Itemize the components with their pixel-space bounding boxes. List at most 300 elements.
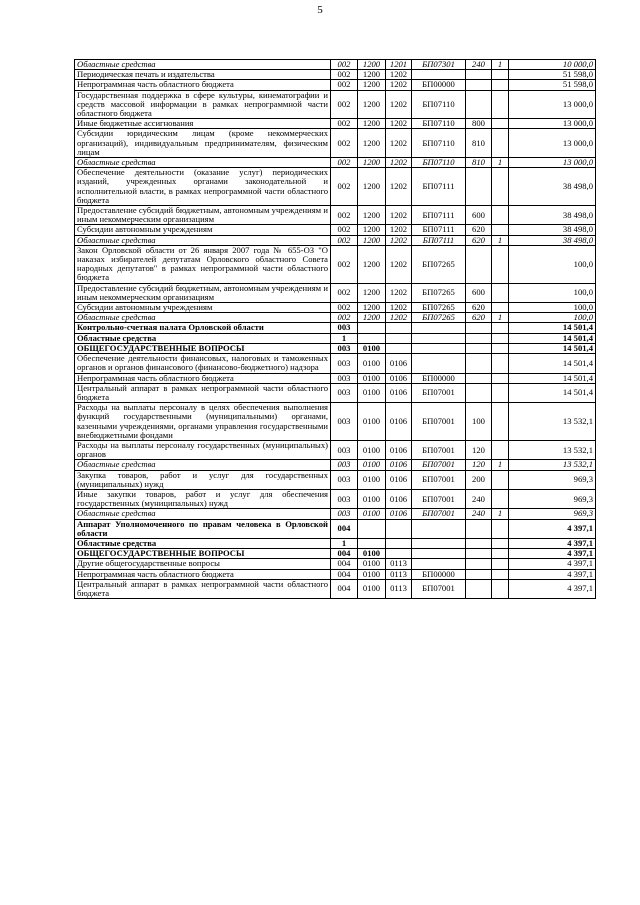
row-section-code: 1200: [358, 129, 386, 158]
row-target-article: [412, 538, 466, 548]
table-row: [75, 60, 596, 70]
row-source-code: [492, 70, 509, 80]
table-row: [75, 489, 596, 508]
row-subsection-code: 0106: [386, 383, 412, 402]
row-source-code: 1: [492, 460, 509, 470]
row-section-code: 1200: [358, 283, 386, 302]
row-target-article: БП07001: [412, 403, 466, 441]
row-expense-type: 120: [466, 440, 492, 459]
row-name: ОБЩЕГОСУДАРСТВЕННЫЕ ВОПРОСЫ: [75, 549, 331, 559]
row-ved-code: 003: [331, 489, 358, 508]
row-expense-type: 810: [466, 129, 492, 158]
table-row: [75, 119, 596, 129]
table-row: [75, 460, 596, 470]
row-section-code: 0100: [358, 509, 386, 519]
row-subsection-code: 1202: [386, 129, 412, 158]
row-section-code: 0100: [358, 569, 386, 579]
row-section-code: [358, 323, 386, 333]
row-subsection-code: 1202: [386, 119, 412, 129]
row-expense-type: 600: [466, 206, 492, 225]
table-row: [75, 313, 596, 323]
row-target-article: БП07001: [412, 383, 466, 402]
row-expense-type: [466, 168, 492, 206]
row-target-article: БП07001: [412, 489, 466, 508]
row-subsection-code: [386, 549, 412, 559]
row-ved-code: 002: [331, 303, 358, 313]
row-amount: 14 501,4: [509, 333, 596, 343]
row-section-code: 0100: [358, 559, 386, 569]
table-row: [75, 440, 596, 459]
row-name: Обеспечение деятельности (оказание услуг) периодических изданий, учрежденных органами законодательной и исполнительной власти, в рамках непрограммной части областного бюджета: [75, 168, 331, 206]
row-source-code: [492, 283, 509, 302]
row-amount: 4 397,1: [509, 519, 596, 538]
row-source-code: [492, 559, 509, 569]
row-source-code: [492, 354, 509, 373]
row-name: Расходы на выплаты персоналу государственных (муниципальных) органов: [75, 440, 331, 459]
row-target-article: БП07265: [412, 283, 466, 302]
row-target-article: БП07111: [412, 225, 466, 235]
row-subsection-code: 1202: [386, 206, 412, 225]
row-source-code: [492, 383, 509, 402]
row-expense-type: 120: [466, 460, 492, 470]
row-amount: 14 501,4: [509, 383, 596, 402]
row-source-code: [492, 90, 509, 119]
row-target-article: [412, 354, 466, 373]
row-source-code: [492, 569, 509, 579]
row-ved-code: 003: [331, 470, 358, 489]
row-section-code: 1200: [358, 80, 386, 90]
table-row: [75, 470, 596, 489]
row-name: Периодическая печать и издательства: [75, 70, 331, 80]
row-amount: 14 501,4: [509, 343, 596, 353]
row-amount: 14 501,4: [509, 323, 596, 333]
row-target-article: [412, 323, 466, 333]
table-row: [75, 333, 596, 343]
row-source-code: 1: [492, 158, 509, 168]
row-target-article: [412, 519, 466, 538]
table-row: [75, 90, 596, 119]
table-row: [75, 70, 596, 80]
row-ved-code: 002: [331, 158, 358, 168]
row-ved-code: 004: [331, 559, 358, 569]
row-source-code: [492, 343, 509, 353]
row-ved-code: 003: [331, 373, 358, 383]
row-ved-code: 002: [331, 283, 358, 302]
row-amount: 14 501,4: [509, 354, 596, 373]
row-target-article: БП07110: [412, 90, 466, 119]
row-target-article: БП07111: [412, 168, 466, 206]
row-source-code: [492, 373, 509, 383]
row-name: Непрограммная часть областного бюджета: [75, 373, 331, 383]
row-subsection-code: 0113: [386, 569, 412, 579]
row-section-code: 0100: [358, 373, 386, 383]
row-section-code: 1200: [358, 313, 386, 323]
table-row: [75, 168, 596, 206]
row-section-code: 1200: [358, 90, 386, 119]
row-target-article: БП00000: [412, 373, 466, 383]
table-row: [75, 245, 596, 283]
table-row: [75, 80, 596, 90]
table-row: [75, 303, 596, 313]
row-name: Субсидии автономным учреждениям: [75, 225, 331, 235]
row-ved-code: 002: [331, 168, 358, 206]
row-section-code: 1200: [358, 235, 386, 245]
row-amount: 13 000,0: [509, 119, 596, 129]
row-source-code: [492, 129, 509, 158]
row-expense-type: [466, 80, 492, 90]
row-amount: 38 498,0: [509, 206, 596, 225]
row-target-article: БП07001: [412, 509, 466, 519]
row-target-article: БП07110: [412, 158, 466, 168]
row-amount: 969,3: [509, 470, 596, 489]
row-source-code: [492, 333, 509, 343]
row-ved-code: 004: [331, 569, 358, 579]
table-row: [75, 549, 596, 559]
row-amount: 38 498,0: [509, 168, 596, 206]
table-row: [75, 383, 596, 402]
row-section-code: 0100: [358, 403, 386, 441]
row-subsection-code: 1202: [386, 283, 412, 302]
row-source-code: [492, 440, 509, 459]
row-expense-type: 620: [466, 313, 492, 323]
table-row: [75, 509, 596, 519]
row-section-code: 1200: [358, 119, 386, 129]
row-subsection-code: 1202: [386, 313, 412, 323]
row-subsection-code: 1202: [386, 168, 412, 206]
row-expense-type: 620: [466, 303, 492, 313]
row-ved-code: 003: [331, 509, 358, 519]
row-name: Областные средства: [75, 60, 331, 70]
row-expense-type: 620: [466, 235, 492, 245]
row-target-article: БП00000: [412, 80, 466, 90]
row-name: ОБЩЕГОСУДАРСТВЕННЫЕ ВОПРОСЫ: [75, 343, 331, 353]
row-section-code: 1200: [358, 60, 386, 70]
row-ved-code: 002: [331, 245, 358, 283]
row-source-code: 1: [492, 313, 509, 323]
row-subsection-code: 0106: [386, 470, 412, 489]
row-name: Аппарат Уполномоченного по правам человека в Орловской области: [75, 519, 331, 538]
row-subsection-code: 1202: [386, 158, 412, 168]
row-expense-type: [466, 70, 492, 80]
row-expense-type: [466, 569, 492, 579]
row-source-code: 1: [492, 509, 509, 519]
table-row: [75, 569, 596, 579]
table-row: [75, 519, 596, 538]
row-source-code: 1: [492, 60, 509, 70]
row-subsection-code: 1202: [386, 90, 412, 119]
row-target-article: БП07001: [412, 470, 466, 489]
row-expense-type: 240: [466, 509, 492, 519]
row-subsection-code: 0106: [386, 354, 412, 373]
row-name: Контрольно-счетная палата Орловской области: [75, 323, 331, 333]
row-name: Центральный аппарат в рамках непрограммной части областного бюджета: [75, 383, 331, 402]
budget-table-body: [75, 60, 596, 599]
row-expense-type: 200: [466, 470, 492, 489]
row-expense-type: [466, 549, 492, 559]
row-subsection-code: 0106: [386, 460, 412, 470]
row-source-code: 1: [492, 235, 509, 245]
row-ved-code: 004: [331, 579, 358, 598]
row-subsection-code: 1201: [386, 60, 412, 70]
row-section-code: 1200: [358, 303, 386, 313]
row-expense-type: [466, 343, 492, 353]
row-section-code: 1200: [358, 70, 386, 80]
row-expense-type: [466, 519, 492, 538]
row-expense-type: 240: [466, 60, 492, 70]
row-source-code: [492, 225, 509, 235]
row-expense-type: [466, 333, 492, 343]
row-expense-type: [466, 538, 492, 548]
row-amount: 38 498,0: [509, 235, 596, 245]
row-section-code: 0100: [358, 383, 386, 402]
table-row: [75, 158, 596, 168]
row-ved-code: 003: [331, 323, 358, 333]
row-target-article: БП07111: [412, 206, 466, 225]
row-name: Областные средства: [75, 235, 331, 245]
row-amount: 14 501,4: [509, 373, 596, 383]
row-ved-code: 004: [331, 549, 358, 559]
row-expense-type: [466, 90, 492, 119]
row-ved-code: 1: [331, 538, 358, 548]
row-section-code: 0100: [358, 343, 386, 353]
row-section-code: 0100: [358, 549, 386, 559]
table-row: [75, 579, 596, 598]
row-name: Расходы на выплаты персоналу в целях обеспечения выполнения функций государственными (муниципальными) органами, казенными учреждениями, органами управления государственными внебюджетными фондами: [75, 403, 331, 441]
row-subsection-code: [386, 519, 412, 538]
row-name: Непрограммная часть областного бюджета: [75, 80, 331, 90]
row-section-code: 1200: [358, 168, 386, 206]
row-amount: 51 598,0: [509, 80, 596, 90]
row-name: Государственная поддержка в сфере культуры, кинематографии и средств массовой информации в рамках непрограммной части областного бюджета: [75, 90, 331, 119]
row-section-code: 0100: [358, 354, 386, 373]
table-row: [75, 403, 596, 441]
row-name: Закупка товаров, работ и услуг для государственных (муниципальных) нужд: [75, 470, 331, 489]
row-subsection-code: [386, 343, 412, 353]
row-ved-code: 1: [331, 333, 358, 343]
row-section-code: 0100: [358, 440, 386, 459]
row-source-code: [492, 489, 509, 508]
row-expense-type: [466, 579, 492, 598]
table-row: [75, 343, 596, 353]
row-subsection-code: 0106: [386, 403, 412, 441]
row-ved-code: 003: [331, 460, 358, 470]
row-subsection-code: 0113: [386, 559, 412, 569]
table-row: [75, 129, 596, 158]
row-target-article: [412, 549, 466, 559]
row-name: Другие общегосударственные вопросы: [75, 559, 331, 569]
row-subsection-code: [386, 538, 412, 548]
row-source-code: [492, 403, 509, 441]
row-amount: 13 532,1: [509, 440, 596, 459]
row-subsection-code: 1202: [386, 225, 412, 235]
table-row: [75, 206, 596, 225]
row-amount: 100,0: [509, 313, 596, 323]
table-row: [75, 559, 596, 569]
row-subsection-code: 1202: [386, 235, 412, 245]
row-target-article: БП07265: [412, 245, 466, 283]
row-expense-type: 810: [466, 158, 492, 168]
row-source-code: [492, 206, 509, 225]
row-name: Областные средства: [75, 158, 331, 168]
table-row: [75, 538, 596, 548]
row-expense-type: [466, 383, 492, 402]
row-amount: 10 000,0: [509, 60, 596, 70]
row-amount: 51 598,0: [509, 70, 596, 80]
row-ved-code: 002: [331, 313, 358, 323]
row-name: Областные средства: [75, 538, 331, 548]
row-amount: 969,3: [509, 489, 596, 508]
row-expense-type: 240: [466, 489, 492, 508]
row-target-article: БП00000: [412, 569, 466, 579]
row-target-article: [412, 333, 466, 343]
row-subsection-code: [386, 323, 412, 333]
row-ved-code: 002: [331, 80, 358, 90]
row-name: Иные бюджетные ассигнования: [75, 119, 331, 129]
row-ved-code: 002: [331, 235, 358, 245]
row-source-code: [492, 80, 509, 90]
row-source-code: [492, 579, 509, 598]
row-ved-code: 002: [331, 70, 358, 80]
row-section-code: 1200: [358, 158, 386, 168]
row-amount: 4 397,1: [509, 538, 596, 548]
row-ved-code: 003: [331, 403, 358, 441]
row-source-code: [492, 245, 509, 283]
row-expense-type: [466, 323, 492, 333]
row-name: Закон Орловской области от 26 января 2007 года № 655-ОЗ "О наказах избирателей депутатам Орловского областного Совета народных депутатов" в рамках непрограммной части областного бюджета: [75, 245, 331, 283]
row-name: Непрограммная часть областного бюджета: [75, 569, 331, 579]
row-amount: 100,0: [509, 245, 596, 283]
row-amount: 100,0: [509, 283, 596, 302]
budget-table: [74, 59, 596, 599]
row-source-code: [492, 168, 509, 206]
row-ved-code: 003: [331, 383, 358, 402]
row-section-code: 0100: [358, 579, 386, 598]
row-subsection-code: 0113: [386, 579, 412, 598]
table-row: [75, 225, 596, 235]
row-target-article: БП07001: [412, 460, 466, 470]
row-source-code: [492, 119, 509, 129]
row-amount: 4 397,1: [509, 569, 596, 579]
row-source-code: [492, 303, 509, 313]
row-name: Иные закупки товаров, работ и услуг для обеспечения государственных (муниципальных) нужд: [75, 489, 331, 508]
row-target-article: [412, 70, 466, 80]
row-expense-type: [466, 373, 492, 383]
row-section-code: 0100: [358, 489, 386, 508]
table-row: [75, 373, 596, 383]
row-expense-type: [466, 354, 492, 373]
row-subsection-code: 0106: [386, 373, 412, 383]
row-target-article: БП07110: [412, 119, 466, 129]
row-target-article: БП07110: [412, 129, 466, 158]
row-subsection-code: 1202: [386, 303, 412, 313]
row-subsection-code: 0106: [386, 489, 412, 508]
row-section-code: 1200: [358, 245, 386, 283]
row-subsection-code: 1202: [386, 80, 412, 90]
row-name: Субсидии юридическим лицам (кроме некоммерческих организаций), индивидуальным предпринимателям, физическим лицам: [75, 129, 331, 158]
table-row: [75, 235, 596, 245]
table-row: [75, 323, 596, 333]
table-row: [75, 354, 596, 373]
row-amount: 13 000,0: [509, 158, 596, 168]
row-expense-type: [466, 245, 492, 283]
row-subsection-code: 0106: [386, 509, 412, 519]
row-amount: 4 397,1: [509, 559, 596, 569]
row-ved-code: 002: [331, 129, 358, 158]
row-subsection-code: [386, 333, 412, 343]
row-amount: 13 000,0: [509, 90, 596, 119]
row-section-code: [358, 538, 386, 548]
row-ved-code: 002: [331, 60, 358, 70]
row-target-article: БП07265: [412, 313, 466, 323]
row-name: Областные средства: [75, 460, 331, 470]
row-ved-code: 003: [331, 343, 358, 353]
row-target-article: БП07111: [412, 235, 466, 245]
row-target-article: БП07001: [412, 440, 466, 459]
row-target-article: БП07265: [412, 303, 466, 313]
row-section-code: [358, 333, 386, 343]
row-ved-code: 002: [331, 90, 358, 119]
row-section-code: 0100: [358, 460, 386, 470]
row-amount: 4 397,1: [509, 579, 596, 598]
row-name: Центральный аппарат в рамках непрограммной части областного бюджета: [75, 579, 331, 598]
row-subsection-code: 1202: [386, 245, 412, 283]
row-name: Предоставление субсидий бюджетным, автономным учреждениям и иным некоммерческим организациям: [75, 283, 331, 302]
row-target-article: БП07001: [412, 579, 466, 598]
row-section-code: 1200: [358, 206, 386, 225]
row-source-code: [492, 323, 509, 333]
row-expense-type: 600: [466, 283, 492, 302]
row-name: Областные средства: [75, 509, 331, 519]
table-row: [75, 283, 596, 302]
row-expense-type: 100: [466, 403, 492, 441]
row-amount: 969,3: [509, 509, 596, 519]
row-ved-code: 004: [331, 519, 358, 538]
row-source-code: [492, 519, 509, 538]
row-amount: 38 498,0: [509, 225, 596, 235]
row-name: Областные средства: [75, 313, 331, 323]
row-section-code: 0100: [358, 470, 386, 489]
row-name: Предоставление субсидий бюджетным, автономным учреждениям и иным некоммерческим организациям: [75, 206, 331, 225]
page-number: 5: [317, 4, 323, 16]
row-ved-code: 002: [331, 225, 358, 235]
row-source-code: [492, 538, 509, 548]
row-name: Субсидии автономным учреждениям: [75, 303, 331, 313]
row-source-code: [492, 549, 509, 559]
row-target-article: [412, 343, 466, 353]
row-ved-code: 002: [331, 206, 358, 225]
row-amount: 13 532,1: [509, 403, 596, 441]
row-amount: 13 000,0: [509, 129, 596, 158]
row-expense-type: [466, 559, 492, 569]
row-amount: 4 397,1: [509, 549, 596, 559]
row-name: Областные средства: [75, 333, 331, 343]
row-name: Обеспечение деятельности финансовых, налоговых и таможенных органов и органов финансового (финансово-бюджетного) надзора: [75, 354, 331, 373]
row-ved-code: 003: [331, 354, 358, 373]
row-expense-type: 800: [466, 119, 492, 129]
row-section-code: 1200: [358, 225, 386, 235]
row-amount: 100,0: [509, 303, 596, 313]
row-ved-code: 003: [331, 440, 358, 459]
row-amount: 13 532,1: [509, 460, 596, 470]
row-source-code: [492, 470, 509, 489]
row-target-article: БП07301: [412, 60, 466, 70]
row-target-article: [412, 559, 466, 569]
row-subsection-code: 1202: [386, 70, 412, 80]
row-ved-code: 002: [331, 119, 358, 129]
row-section-code: [358, 519, 386, 538]
row-expense-type: 620: [466, 225, 492, 235]
row-subsection-code: 0106: [386, 440, 412, 459]
